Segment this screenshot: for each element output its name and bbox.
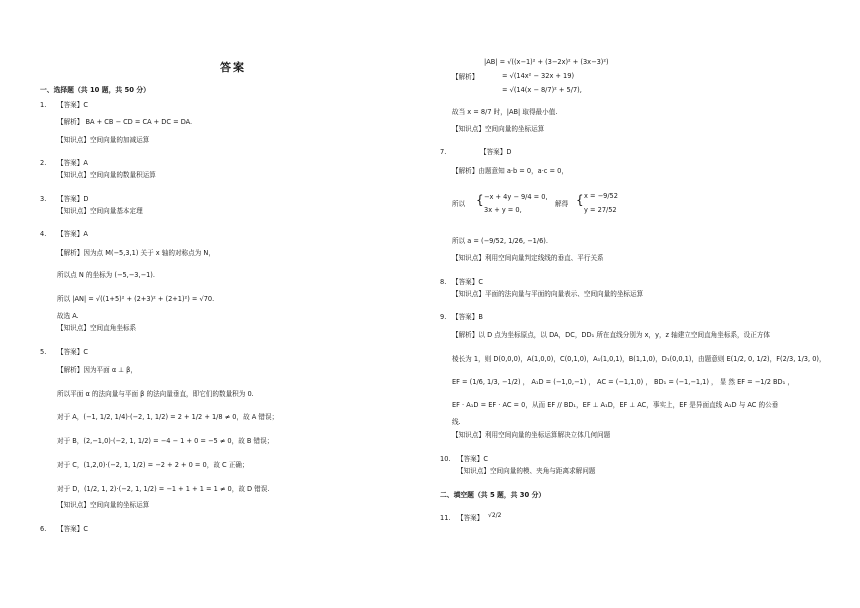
answer-label: 【答案】B xyxy=(452,313,483,321)
explanation-line: 所以 |AN| = √((1+5)² + (2+3)² + (2+1)²) = √70. xyxy=(57,295,215,303)
math-expression: = √(14x² − 32x + 19) xyxy=(502,72,575,80)
question-number: 5. xyxy=(40,348,47,356)
knowledge-point: 【知识点】空间向量的坐标运算 xyxy=(452,125,545,133)
explanation-line: EF · A₁D = EF · AC = 0，从而 EF // BD₁，EF ⊥ A₁D，EF ⊥ AC，事实上，EF 是异面直线 A₁D 与 AC 的公垂 xyxy=(452,401,779,409)
explanation-line: 线. xyxy=(452,418,461,426)
knowledge-point: 【知识点】空间向量的模、夹角与距离求解问题 xyxy=(457,467,596,475)
explanation-label: 【解析】 xyxy=(452,73,479,81)
answer-label: 【答案】D xyxy=(480,148,512,156)
question-number: 11. xyxy=(440,514,451,522)
page-title: 答案 xyxy=(220,61,246,74)
question-number: 10. xyxy=(440,455,451,463)
explanation-line: 对于 A，(−1, 1/2, 1/4)·(−2, 1, 1/2) = 2 + 1/2 + 1/8 ≠ 0，故 A 错误； xyxy=(57,413,279,421)
explanation-line: 所以平面 α 的法向量与平面 β 的法向量垂直，即它们的数量积为 0. xyxy=(57,390,254,398)
brace-left: { xyxy=(476,193,484,207)
explanation-line: 所以 a = (−9/52, 1/26, −1/6). xyxy=(452,237,548,245)
explanation-line: 对于 D，(1/2, 1, 2)·(−2, 1, 1/2) = −1 + 1 + 1 = 1 ≠ 0，故 D 错误. xyxy=(57,485,270,493)
answer-label: 【答案】C xyxy=(457,455,488,463)
system-eq: −x + 4y − 9/4 = 0, xyxy=(484,193,548,201)
question-number: 7. xyxy=(440,148,447,156)
explanation-line: 【解析】以 D 点为坐标原点，以 DA，DC，DD₁ 所在直线分别为 x，y，z 轴建立空间直角坐标系，设正方体 xyxy=(452,331,771,339)
knowledge-point: 【知识点】利用空间向量判定线线的垂直、平行关系 xyxy=(452,254,604,262)
knowledge-point: 【知识点】利用空间向量的坐标运算解决立体几何问题 xyxy=(452,431,611,439)
explanation-line: 【解析】 BA + CB − CD = CA + DC = DA. xyxy=(57,118,193,126)
answer-label: 【答案】C xyxy=(452,278,483,286)
question-number: 3. xyxy=(40,195,47,203)
explanation-line: 棱长为 1，则 D(0,0,0)，A(1,0,0)，C(0,1,0)，A₁(1,0,1)，B(1,1,0)，D₁(0,0,1)，由题意则 E(1/2, 0, 1/2)，F(2/3, 1/3, 0)， xyxy=(452,355,826,363)
explanation-line: 所以点 N 的坐标为 (−5,−3,−1). xyxy=(57,271,155,279)
knowledge-point: 【知识点】空间向量的加减运算 xyxy=(57,136,150,144)
knowledge-point: 【知识点】空间向量基本定理 xyxy=(57,207,143,215)
math-expression: |AB| = √((x−1)² + (3−2x)² + (3x−3)²) xyxy=(484,58,609,66)
system-sol: x = −9/52 xyxy=(584,192,618,200)
answer-label: 【答案】A xyxy=(57,230,88,238)
question-number: 9. xyxy=(440,313,447,321)
answer-label: 【答案】C xyxy=(57,101,88,109)
answer-value: √2/2 xyxy=(488,512,502,519)
explanation-line: 对于 B，(2,−1,0)·(−2, 1, 1/2) = −4 − 1 + 0 = −5 ≠ 0，故 B 错误； xyxy=(57,437,274,445)
answer-label: 【答案】C xyxy=(57,525,88,533)
section-heading-fill: 二、填空题（共 5 题，共 30 分） xyxy=(440,491,546,499)
question-number: 6. xyxy=(40,525,47,533)
explanation-line: 解得 xyxy=(555,200,569,208)
explanation-line: 【解析】由题意知 a·b = 0，a·c = 0， xyxy=(452,167,568,175)
section-heading-choice: 一、选择题（共 10 题，共 50 分） xyxy=(40,86,150,94)
brace-right: { xyxy=(576,193,584,207)
math-expression: = √(14(x − 8/7)² + 5/7), xyxy=(502,86,582,94)
knowledge-point: 【知识点】空间向量的数量积运算 xyxy=(57,171,156,179)
knowledge-point: 【知识点】平面的法向量与平面的向量表示、空间向量的坐标运算 xyxy=(452,290,644,298)
explanation-line: 【解析】因为点 M(−5,3,1) 关于 x 轴的对称点为 N， xyxy=(57,249,215,257)
question-number: 1. xyxy=(40,101,47,109)
explanation-line: 故选 A. xyxy=(57,312,79,320)
explanation-line: 所以 xyxy=(452,200,466,208)
explanation-line: 故当 x = 8/7 时，|AB| 取得最小值. xyxy=(452,108,558,116)
system-sol: y = 27/52 xyxy=(584,206,617,214)
system-eq: 3x + y = 0, xyxy=(484,206,522,214)
answer-label: 【答案】 xyxy=(457,514,484,522)
answer-label: 【答案】C xyxy=(57,348,88,356)
knowledge-point: 【知识点】空间直角坐标系 xyxy=(57,324,137,332)
question-number: 8. xyxy=(440,278,447,286)
explanation-line: EF = (1/6, 1/3, −1/2) ， A₁D = (−1,0,−1) ， AC = (−1,1,0) ， BD₁ = (−1,−1,1) ， 显 然 EF = −1/2 BD₁ ， xyxy=(452,378,794,386)
explanation-line: 【解析】因为平面 α ⊥ β， xyxy=(57,366,137,374)
question-number: 2. xyxy=(40,159,47,167)
answer-label: 【答案】D xyxy=(57,195,89,203)
answer-label: 【答案】A xyxy=(57,159,88,167)
knowledge-point: 【知识点】空间向量的坐标运算 xyxy=(57,501,150,509)
question-number: 4. xyxy=(40,230,47,238)
explanation-line: 对于 C，(1,2,0)·(−2, 1, 1/2) = −2 + 2 + 0 = 0，故 C 正确； xyxy=(57,461,249,469)
